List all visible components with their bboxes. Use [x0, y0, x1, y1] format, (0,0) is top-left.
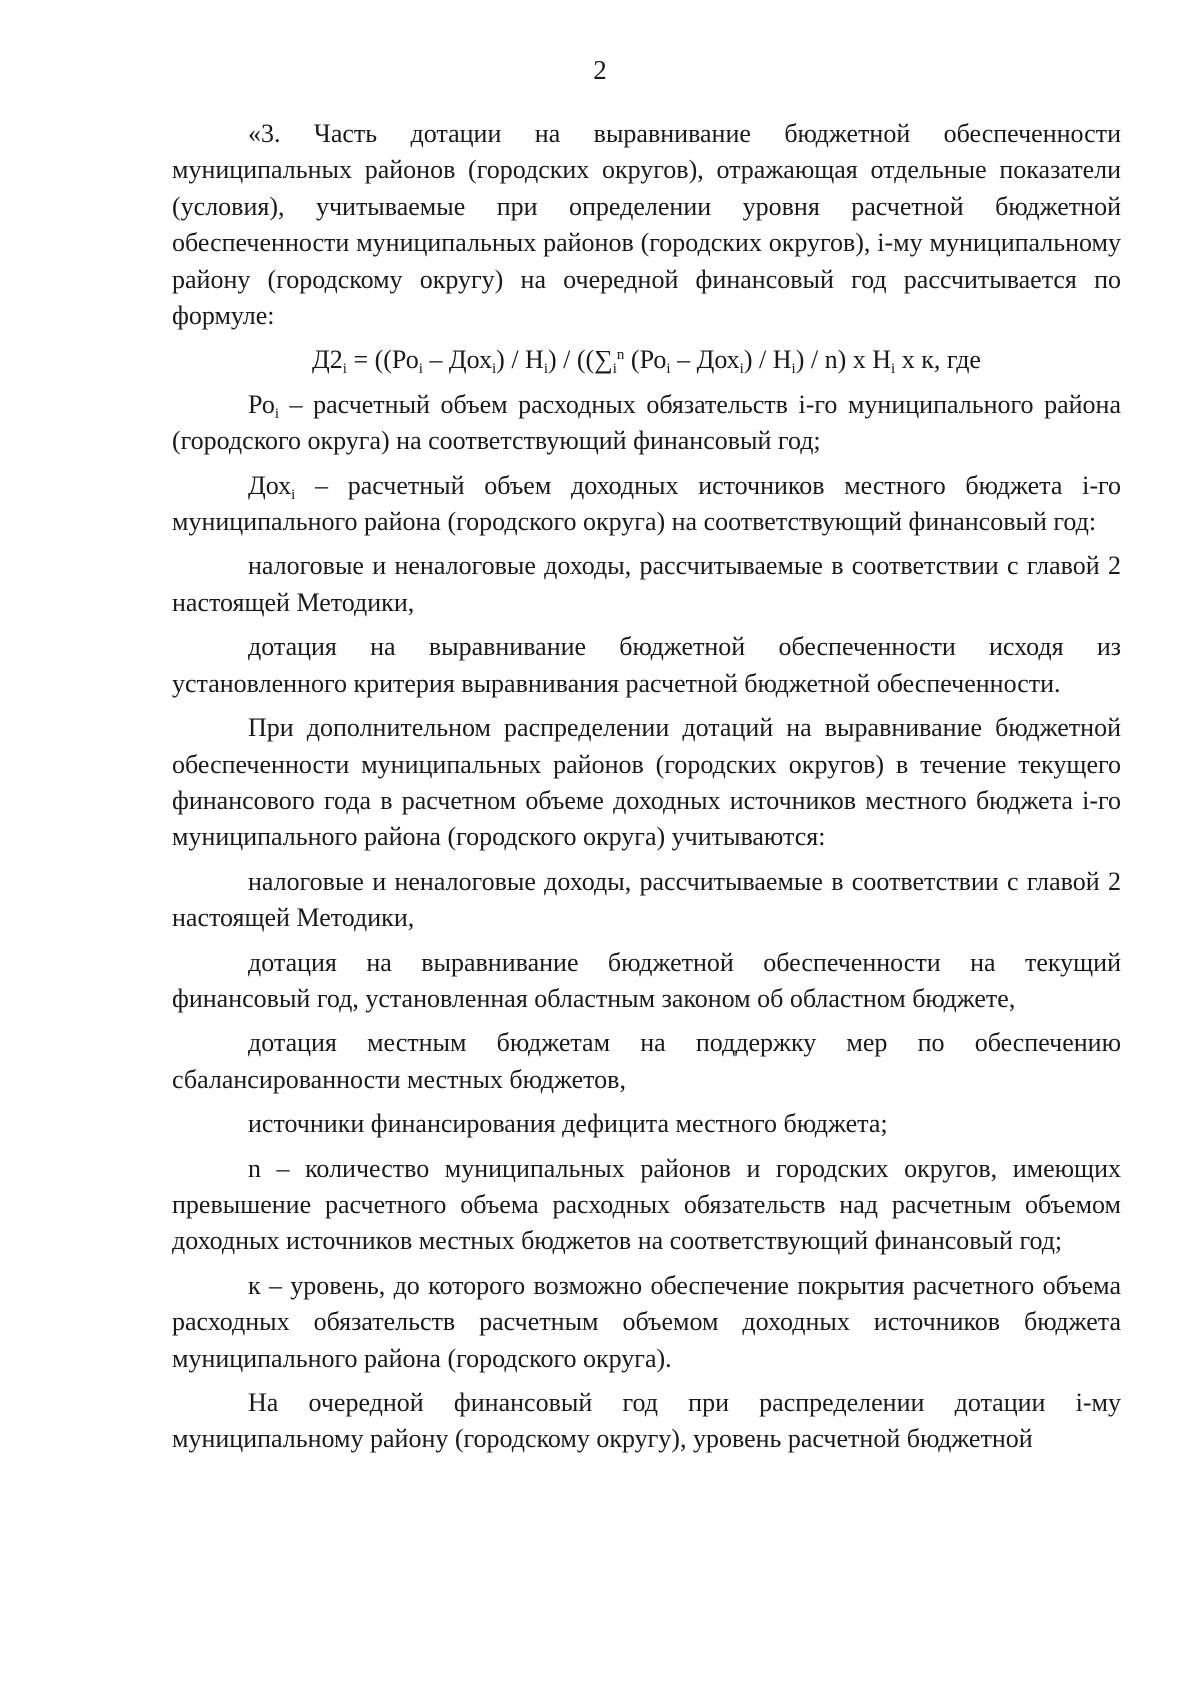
paragraph: налоговые и неналоговые доходы, рассчитываемые в соответствии с главой 2 настоящей Методики,	[172, 866, 1121, 933]
paragraph: к – уровень, до которого возможно обеспечение покрытия расчетного объема расходных обязательств расчетным объемом доходных источников бюджета муниципального района (городского округа).	[172, 1270, 1121, 1373]
formula: $Д2_i = ((Ро_i - Дох_i) / Н_i) / ((\sum_i^n$ $(Ро_i - Дох_i) / Н_i) / n$) х $Н_i$ х к, где	[312, 345, 981, 378]
paragraph: налоговые и неналоговые доходы, рассчитываемые в соответствии с главой 2 настоящей Методики,	[172, 551, 1121, 617]
paragraph-dox-definition: Дох$_i$ – расчетный объем доходных источников местного бюджета i-го муниципального района (городского округа) на соответствующий финансовый год:	[172, 470, 1121, 537]
paragraph: дотация на выравнивание бюджетной обеспеченности исходя из установленного критерия выравнивания расчетной бюджетной обеспеченности.	[172, 632, 1121, 698]
paragraph: n – количество муниципальных районов и городских округов, имеющих превышение расчетного объема расходных обязательств над расчетным объемом доходных источников местных бюджетов на соответствующий финансовый год;	[172, 1153, 1121, 1256]
paragraph-ro-definition: $Ро_i$ – расчетный объем расходных обязательств i-го муниципального района (городского округа) на соответствующий финансовый год;	[172, 389, 1121, 456]
body-text	[172, 116, 1121, 1466]
paragraph: источники финансирования дефицита местного бюджета;	[248, 1109, 888, 1139]
paragraph: На очередной финансовый год при распределении дотации i-му муниципальному району (городскому округу), уровень расчетной бюджетной	[172, 1388, 1121, 1454]
paragraph: дотация на выравнивание бюджетной обеспеченности на текущий финансовый год, установленная областным законом об областном бюджете,	[172, 947, 1121, 1013]
paragraph: «3. Часть дотации на выравнивание бюджетной обеспеченности муниципальных районов (городских округов), отражающая отдельные показатели (условия), учитываемые при определении уровня расчетной бюджетной обеспеченности муниципальных районов (городских округов), i-му муниципальному району (городскому округу) на очередной финансовый год рассчитывается по формуле:	[172, 119, 1121, 331]
page-number: 2	[593, 55, 607, 85]
paragraph: При дополнительном распределении дотаций на выравнивание бюджетной обеспеченности муниципальных районов (городских округов) в течение текущего финансового года в расчетном объеме доходных источников местного бюджета i-го муниципального района (городского округа) учитываются:	[172, 713, 1121, 852]
paragraph: дотация местным бюджетам на поддержку мер по обеспечению сбалансированности местных бюджетов,	[172, 1028, 1121, 1094]
